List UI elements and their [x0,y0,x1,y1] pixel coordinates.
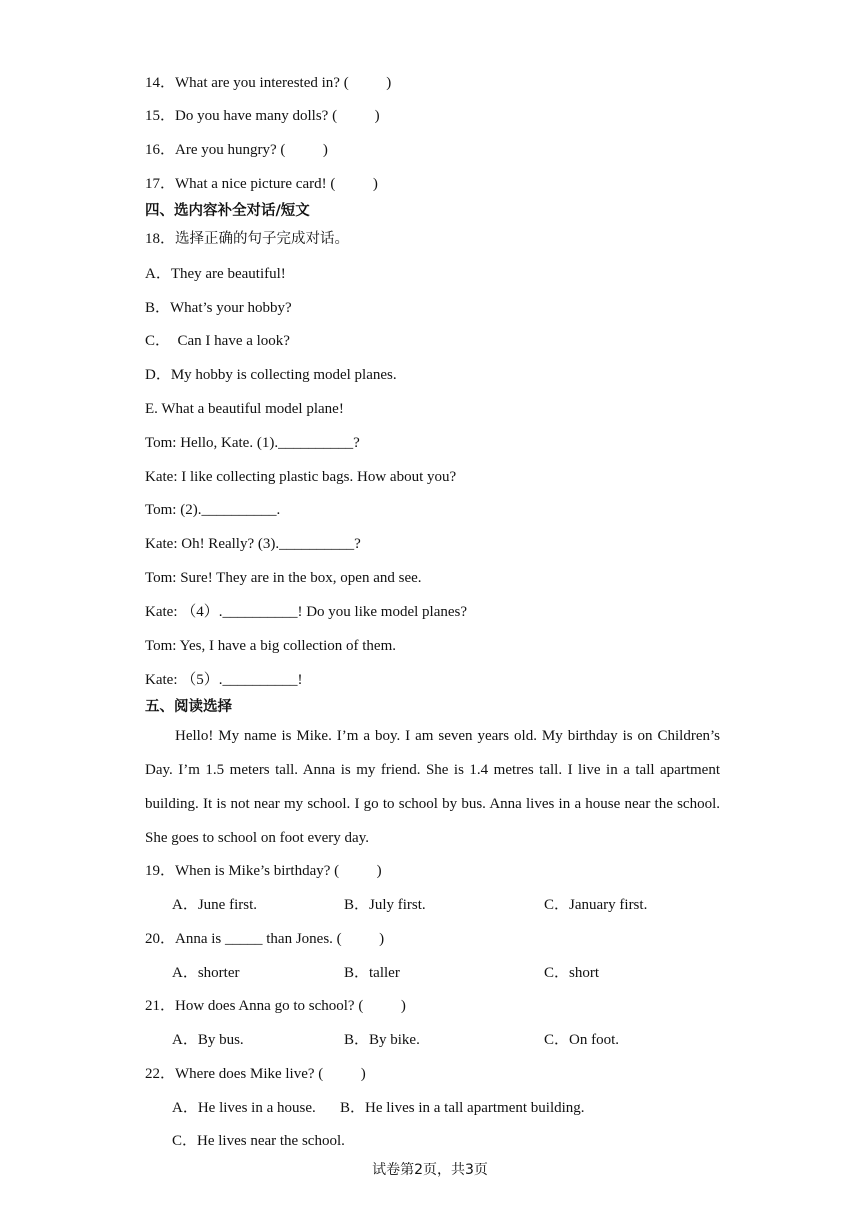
q19-option-b: B．July first. [344,897,426,913]
option-d: D．My hobby is collecting model planes. [145,367,397,383]
dialogue-line: Kate: Oh! Really? (3).__________? [145,536,361,552]
option-a: A．They are beautiful! [145,266,286,282]
option-b: B．What’s your hobby? [145,300,292,316]
q20-option-c: C．short [544,965,600,981]
q21-option-a: A．By bus. [172,1032,244,1048]
section-4-heading: 四、选内容补全对话/短文 [145,203,310,219]
q22-option-a: A．He lives in a house. [172,1100,316,1116]
dialogue-line: Tom: Hello, Kate. (1).__________? [145,435,360,451]
passage-line: She goes to school on foot every day. [145,830,369,846]
question-22: 22．Where does Mike live? ( ) [145,1066,366,1082]
question-20: 20．Anna is _____ than Jones. ( ) [145,931,385,947]
q21-option-b: B．By bike. [344,1032,420,1048]
question-19: 19．When is Mike’s birthday? ( ) [145,863,382,879]
question-21: 21．How does Anna go to school? ( ) [145,998,406,1014]
q22-option-c: C．He lives near the school. [172,1133,345,1149]
question-18: 18．选择正确的句子完成对话。 [145,231,350,247]
q19-option-c: C．January first. [544,897,648,913]
q20-option-a: A．shorter [172,965,240,981]
q20-option-b: B．taller [344,965,400,981]
section-5-heading: 五、阅读选择 [145,699,232,715]
option-c: C． Can I have a look? [145,333,290,349]
question-14: 14．What are you interested in? ( ) [145,75,392,91]
dialogue-line: Tom: Yes, I have a big collection of them. [145,638,396,654]
passage-line: Day. I’m 1.5 meters tall. Anna is my friend. She is 1.4 metres tall. I live in a tall apartment [145,762,720,778]
dialogue-line: Tom: (2).__________. [145,502,281,518]
question-17: 17．What a nice picture card! ( ) [145,176,378,192]
q19-option-a: A．June first. [172,897,257,913]
passage-line: Hello! My name is Mike. I’m a boy. I am seven years old. My birthday is on Children’s [175,728,720,744]
question-16: 16．Are you hungry? ( ) [145,142,328,158]
dialogue-line: Kate: （5）.__________! [145,672,303,688]
passage-line: building. It is not near my school. I go to school by bus. Anna lives in a house near the school. [145,796,720,812]
page-footer: 试卷第2页，共3页 [372,1162,488,1178]
dialogue-line: Kate: I like collecting plastic bags. How about you? [145,469,457,485]
q21-option-c: C．On foot. [544,1032,620,1048]
question-15: 15．Do you have many dolls? ( ) [145,108,380,124]
dialogue-line: Tom: Sure! They are in the box, open and see. [145,570,422,586]
q22-option-b: B．He lives in a tall apartment building. [340,1100,585,1116]
option-e: E. What a beautiful model plane! [145,401,344,417]
dialogue-line: Kate: （4）.__________! Do you like model planes? [145,604,468,620]
